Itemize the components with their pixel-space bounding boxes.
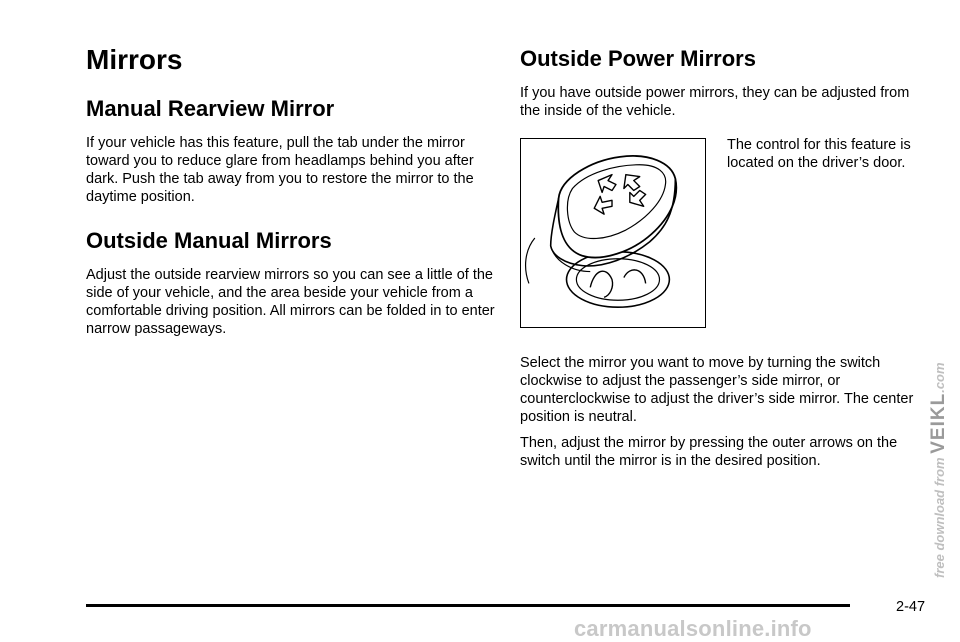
section-heading-outside-power-mirrors: Outside Power Mirrors [520,46,756,71]
adjust-mirror-paragraph: Then, adjust the mirror by pressing the outer arrows on the switch until the mirror is in the desired position. [520,435,898,469]
side-watermark [928,328,950,578]
mirror-switch-icon [521,139,705,327]
section-body-manual-rearview-mirror: If your vehicle has this feature, pull the tab under the mirror toward you to reduce glare from headlamps behind you after dark. Push the tab away from you to restore the mirror to the daytime position. [86,135,474,205]
page-title: Mirrors [86,44,183,75]
figure-row [520,138,930,330]
bottom-watermark: carmanualsonline.info [574,616,812,641]
figure-caption: The control for this feature is located on the driver’s door. [727,137,911,171]
section-heading-manual-rearview-mirror: Manual Rearview Mirror [86,96,335,121]
page-number: 2-47 [896,599,926,615]
left-column [86,44,496,338]
side-watermark-prefix: free download from [932,457,947,578]
mirror-control-illustration [520,138,706,328]
side-watermark-brand: VEIKL [928,392,949,454]
side-watermark-suffix: .com [932,362,947,393]
section-body-outside-manual-mirrors: Adjust the outside rearview mirrors so you can see a little of the side of your vehicle, and the area beside your vehicle from a comfortable driving position. All mirrors can be folded in to enter narrow passageways. [86,267,495,337]
section-heading-outside-manual-mirrors: Outside Manual Mirrors [86,228,332,253]
footer-rule [86,604,850,607]
right-column [520,44,930,470]
section-intro-outside-power-mirrors: If you have outside power mirrors, they can be adjusted from the inside of the vehicle. [520,85,910,119]
select-mirror-paragraph: Select the mirror you want to move by turning the switch clockwise to adjust the passenger’s side mirror, or counterclockwise to adjust the driver’s side mirror. The center position is neutral. [520,355,914,425]
